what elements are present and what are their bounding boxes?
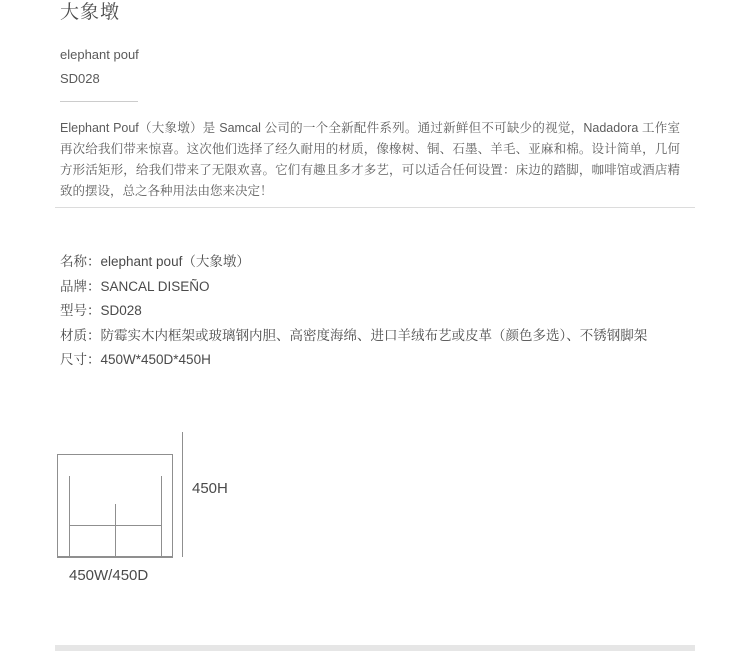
width-dimension-line (57, 557, 173, 558)
page-title: 大象墩 (60, 2, 121, 23)
product-title-english: elephant pouf (60, 47, 139, 62)
bottom-bar (55, 645, 695, 651)
leg-rail (69, 525, 162, 526)
dimension-drawing (57, 432, 357, 592)
title-divider (60, 101, 138, 102)
leg-middle (115, 504, 116, 557)
height-label: 450H (192, 480, 228, 497)
product-description: Elephant Pouf（大象墩）是 Samcal 公司的一个全新配件系列。通过新鲜但不可缺少的视觉，Nadadora 工作室再次给我们带来惊喜。这次他们选择了经久耐用的材质，像橡树、铜、石墨、羊毛、亚麻和棉。设计简单，几何方形活矩形，给我们带来了无限欢喜。它们有趣且多才多艺，可以适合任何设置：床边的踏脚，咖啡馆或酒店精致的摆设，总之各种用法由您来决定！ (60, 121, 680, 198)
width-depth-label: 450W/450D (69, 567, 149, 584)
spec-brand: 品牌：SANCAL DISEÑO (60, 278, 210, 294)
spec-name: 名称：elephant pouf（大象墩） (60, 254, 250, 269)
spec-dimensions: 尺寸：450W*450D*450H (60, 352, 211, 367)
product-model-code: SD028 (60, 71, 100, 86)
leg-right (161, 476, 162, 557)
section-divider (55, 207, 695, 208)
spec-material: 材质：防霉实木内框架或玻璃钢内胆、高密度海绵、进口羊绒布艺或皮革（颜色多选）、不锈钢脚架 (60, 327, 648, 343)
height-dimension-line (182, 432, 183, 557)
product-header (60, 0, 685, 202)
leg-left (69, 476, 70, 557)
spec-model: 型号：SD028 (60, 303, 142, 318)
product-specs-list (60, 250, 700, 373)
